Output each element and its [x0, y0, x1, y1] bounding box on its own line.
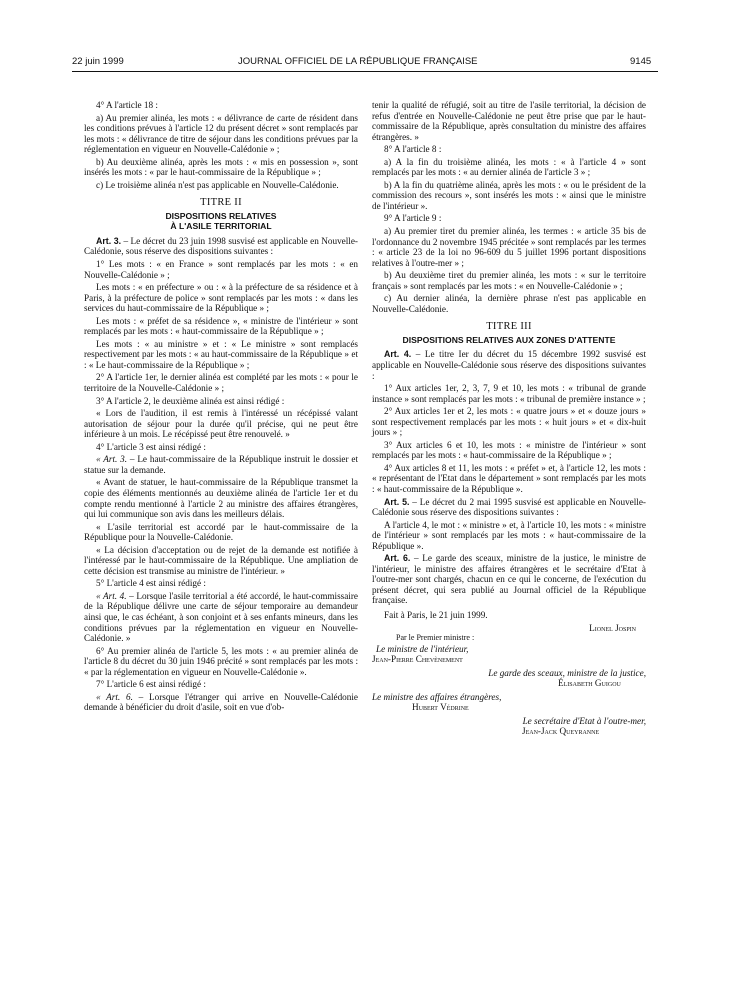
- paragraph: « La décision d'acceptation ou de rejet de la demande est notifiée à l'intéressé par le haut-commissaire de la République. Une ampliation de cette décision est transmise au ministre de l'intérieur. »: [84, 544, 358, 576]
- paragraph: 8° A l'article 8 :: [384, 144, 442, 155]
- paragraph: Les mots : « au ministre » et : « Le ministre » sont remplacés respectivement par les mots : « au haut-commissaire de la République » et : « Le haut-commissaire de la République » ;: [84, 338, 358, 370]
- signatory-name: Hubert Védrine: [412, 702, 469, 713]
- quoted-article-label: « Art. 3.: [96, 454, 128, 465]
- header-rule: [72, 71, 658, 72]
- paragraph: 4° A l'article 18 :: [96, 100, 158, 110]
- article-label: Art. 4.: [384, 349, 412, 360]
- left-column: [84, 100, 358, 715]
- quoted-article-text: – Lorsque l'étranger qui arrive en Nouvelle-Calédonie demande à bénéficier du droit d'asile, soit en vue d'ob-: [84, 691, 358, 713]
- quoted-article: [84, 454, 358, 475]
- quoted-article-label: « Art. 4.: [96, 590, 127, 601]
- article-paragraph: [372, 553, 646, 606]
- section-subtitle: DISPOSITIONS RELATIVES AUX ZONES D'ATTENTE: [402, 334, 616, 345]
- paragraph: 7° L'article 6 est ainsi rédigé :: [96, 679, 206, 690]
- article-text: – Le titre Ier du décret du 15 décembre 1992 susvisé est applicable en Nouvelle-Calédonie sous réserve des dispositions suivantes :: [372, 349, 647, 381]
- paragraph: « L'asile territorial est accordé par le haut-commissaire de la République pour la Nouvelle-Calédonie.: [84, 521, 358, 543]
- paragraph: 2° A l'article 1er, le dernier alinéa est complété par les mots : « pour le territoire de la Nouvelle-Calédonie » ;: [84, 372, 358, 394]
- paragraph: a) A la fin du troisième alinéa, les mots : « à l'article 4 » sont remplacés par les mots : « au dernier alinéa de l'article 3 » ;: [372, 156, 646, 178]
- paragraph: 4° Aux articles 8 et 11, les mots : « préfet » et, à l'article 12, les mots : « représentant de l'Etat dans le département » sont remplacés par les mots : « haut-commissaire de la République ».: [372, 462, 646, 494]
- signatory-title: Le garde des sceaux, ministre de la justice,: [488, 667, 646, 678]
- paragraph: 1° Les mots : « en France » sont remplacés par les mots : « en Nouvelle-Calédonie » ;: [84, 259, 358, 280]
- paragraph: 3° A l'article 2, le deuxième alinéa est ainsi rédigé :: [96, 395, 285, 406]
- paragraph: c) Au dernier alinéa, la dernière phrase n'est pas applicable en Nouvelle-Calédonie.: [372, 293, 646, 314]
- quoted-article: [84, 591, 358, 644]
- signatory-name: Jean-Pierre Chevènement: [372, 654, 463, 665]
- paragraph: 4° L'article 3 est ainsi rédigé :: [96, 441, 206, 452]
- paragraph: « Lors de l'audition, il est remis à l'intéressé un récépissé valant autorisation de séjour pour la durée qu'il précise, qui ne peut être inférieure à un mois. Le récépissé peut être renouvelé. »: [84, 408, 358, 440]
- signatory-title: Le secrétaire d'Etat à l'outre-mer,: [522, 715, 646, 726]
- article-paragraph: [372, 349, 646, 381]
- paragraph: b) Au deuxième tiret du premier alinéa, les mots : « sur le territoire français » sont remplacés par les mots : « en Nouvelle-Calédonie » ;: [372, 270, 646, 291]
- section-title: TITRE II: [200, 197, 242, 209]
- signatory-name: Jean-Jack Queyranne: [522, 726, 600, 737]
- signatory-name: Lionel Jospin: [589, 622, 636, 633]
- article-text: – Le décret du 2 mai 1995 susvisé est applicable en Nouvelle-Calédonie sous réserve des dispositions suivantes :: [372, 496, 646, 518]
- paragraph: « Avant de statuer, le haut-commissaire de la République transmet la copie des éléments mentionnés au deuxième alinéa de l'article 1er et du compte rendu mentionné à l'article 2 au ministre des affaires étrangères, qui lui communique son avis dans les meilleurs délais.: [84, 477, 358, 520]
- page-number: 9145: [630, 56, 652, 67]
- header-date: 22 juin 1999: [72, 56, 124, 67]
- quoted-article: [84, 692, 358, 713]
- signatory-title: Le ministre de l'intérieur,: [376, 643, 469, 654]
- section-subtitle: DISPOSITIONS RELATIVES: [165, 210, 277, 221]
- paragraph: 1° Aux articles 1er, 2, 3, 7, 9 et 10, les mots : « tribunal de grande instance » sont remplacés par les mots : « tribunal de première instance » ;: [372, 383, 646, 404]
- paragraph: Les mots : « en préfecture » ou : « à la préfecture de sa résidence et à Paris, à la préfecture de police » sont remplacés par les mots : « dans les services du haut-commissaire de la République » ;: [84, 282, 358, 314]
- quoted-article-text: – Lorsque l'asile territorial a été accordé, le haut-commissaire de la République délivre une carte de séjour temporaire au demandeur ainsi que, le cas échéant, à son conjoint et à ses enfants mineurs, dans les conditions prévues par la réglementation en vigueur en Nouvelle-Calédonie. »: [84, 590, 358, 644]
- journal-title: JOURNAL OFFICIEL DE LA RÉPUBLIQUE FRANÇAISE: [238, 56, 478, 67]
- paragraph: 6° Au premier alinéa de l'article 5, les mots : « au premier alinéa de l'article 8 du décret du 30 juin 1946 précité » sont remplacés par les mots : « par la réglementation en vigueur en Nouvelle-Calédonie ».: [84, 645, 358, 677]
- paragraph: a) Au premier alinéa, les mots : « délivrance de carte de résident dans les conditions prévues à l'article 12 du présent décret » sont remplacés par les mots : « délivrance de titre de séjour dans les conditions prévues par la réglementation en vigueur en Nouvelle-Calédonie » ;: [84, 112, 358, 155]
- article-label: Art. 6.: [384, 553, 411, 564]
- paragraph: 3° Aux articles 6 et 10, les mots : « ministre de l'intérieur » sont remplacés par les mots : « haut-commissaire de la République » ;: [372, 439, 646, 461]
- article-label: Art. 5.: [384, 496, 410, 507]
- date-place: Fait à Paris, le 21 juin 1999.: [384, 610, 488, 621]
- paragraph: 5° L'article 4 est ainsi rédigé :: [96, 578, 206, 589]
- paragraph: 2° Aux articles 1er et 2, les mots : « quatre jours » et « douze jours » sont respectivement remplacés par les mots : « huit jours » et « dix-huit jours » ;: [372, 406, 646, 438]
- paragraph: 9° A l'article 9 :: [384, 213, 442, 224]
- article-label: Art. 3.: [96, 235, 122, 246]
- paragraph: b) A la fin du quatrième alinéa, après les mots : « ou le président de la commission des recours », sont insérés les mots : « ainsi que le ministre de l'intérieur ».: [372, 179, 646, 211]
- article-paragraph: [372, 497, 646, 518]
- paragraph: c) Le troisième alinéa n'est pas applicable en Nouvelle-Calédonie.: [96, 179, 339, 190]
- signatory-title: Le ministre des affaires étrangères,: [372, 691, 502, 702]
- paragraph: Les mots : « préfet de sa résidence », « ministre de l'intérieur » sont remplacés par les mots : « haut-commissaire de la République » ;: [84, 315, 358, 337]
- article-paragraph: [84, 236, 358, 257]
- section-subtitle: À L'ASILE TERRITORIAL: [170, 221, 272, 232]
- article-text: – Le décret du 23 juin 1998 susvisé est applicable en Nouvelle-Calédonie, sous réserve des dispositions suivantes :: [84, 235, 358, 257]
- signatory-name: Élisabeth Guigou: [558, 678, 621, 689]
- paragraph: b) Au deuxième alinéa, après les mots : « mis en possession », sont insérés les mots : « par le haut-commissaire de la République » ;: [84, 156, 358, 178]
- article-text: – Le garde des sceaux, ministre de la justice, le ministre de l'intérieur, le ministre des affaires étrangères et le secrétaire d'Etat à l'outre-mer sont chargés, chacun en ce qui le concerne, de l'exécution du présent décret, qui sera publié au Journal officiel de la République française.: [372, 553, 646, 606]
- quoted-article-label: « Art. 6.: [96, 691, 133, 702]
- page-header: [0, 56, 731, 70]
- quoted-article-text: – Le haut-commissaire de la République instruit le dossier et statue sur la demande.: [84, 454, 359, 475]
- paragraph: a) Au premier tiret du premier alinéa, les termes : « article 35 bis de l'ordonnance du 2 novembre 1945 précitée » sont remplacés par les termes : « article 23 de la loi no 96-609 du 5 juillet 1996 portant dispositions relatives à l'outre-mer » ;: [372, 226, 646, 268]
- paragraph: tenir la qualité de réfugié, soit au titre de l'asile territorial, la décision de refus d'entrée en Nouvelle-Calédonie ne peut être prise que par le haut-commissaire de la République, après consultation du ministre des affaires étrangères. »: [372, 100, 646, 142]
- by-line: Par le Premier ministre :: [396, 633, 475, 643]
- right-column: [372, 100, 646, 737]
- section-title: TITRE III: [486, 321, 532, 333]
- paragraph: A l'article 4, le mot : « ministre » et, à l'article 10, les mots : « ministre de l'intérieur » sont remplacés par les mots : « haut-commissaire de la République ».: [372, 519, 646, 551]
